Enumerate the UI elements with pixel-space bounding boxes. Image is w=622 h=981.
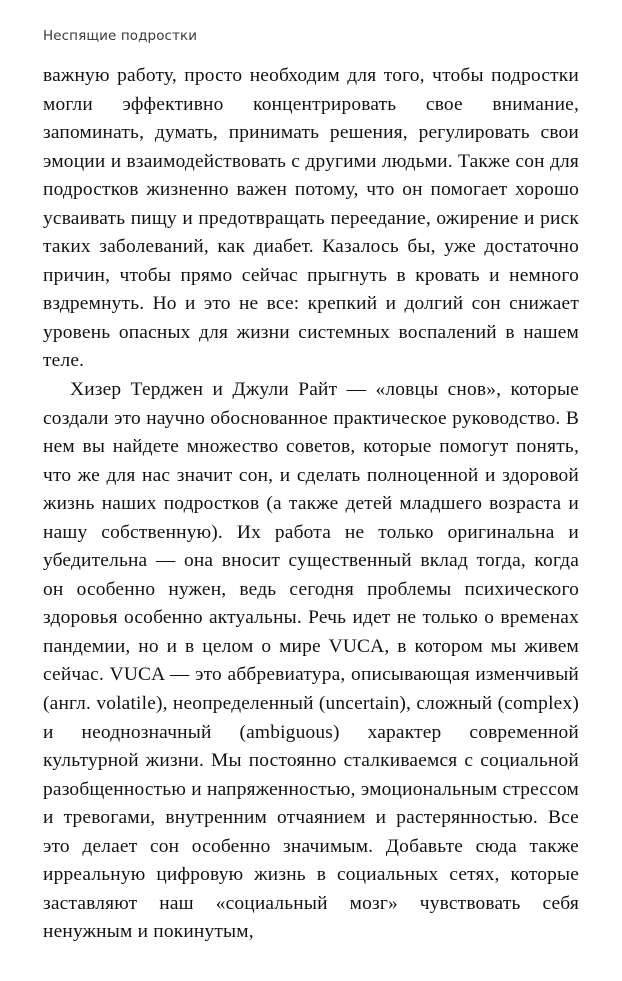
body-text-block xyxy=(43,62,579,947)
paragraph-1: важную работу, просто необходим для того, чтобы подростки могли эффективно концентрировать свое внимание, запоминать, думать, принимать решения, регулировать свои эмоции и взаимодействовать с другими людьми. Также сон для подростков жизненно важен потому, что он помогает хорошо усваивать пищу и предотвращать переедание, ожирение и риск таких заболеваний, как диабет. Казалось бы, уже достаточно причин, чтобы прямо сейчас прыгнуть в кровать и немного вздремнуть. Но и это не все: крепкий и долгий сон снижает уровень опасных для жизни системных воспалений в нашем теле. xyxy=(43,65,579,372)
paragraph-2: Хизер Терджен и Джули Райт — «ловцы снов», которые создали это научно обоснованное практическое руководство. В нем вы найдете множество советов, которые помогут понять, что же для нас значит сон, и сделать полноценной и здоровой жизнь наших подростков (а также детей младшего возраста и нашу собственную). Их работа не только оригинальна и убедительна — она вносит существенный вклад тогда, когда он особенно нужен, ведь сегодня проблемы психического здоровья особенно актуальны. Речь идет не только о временах пандемии, но и в целом о мире VUCA, в котором мы живем сейчас. VUCA — это аббревиатура, описывающая изменчивый (англ. volatile), неопределенный (uncertain), сложный (complex) и неоднозначный (ambiguous) характер современной культурной жизни. Мы постоянно сталкиваемся с социальной разобщенностью и напряженностью, эмоциональным стрессом и тревогами, внутренним отчаянием и растерянностью. Все это делает сон особенно значимым. Добавьте сюда также ирреальную цифровую жизнь в социальных сетях, которые заставляют наш «социальный мозг» чувствовать себя ненужным и покинутым, xyxy=(43,379,579,943)
running-head: Неспящие подростки xyxy=(43,28,198,44)
